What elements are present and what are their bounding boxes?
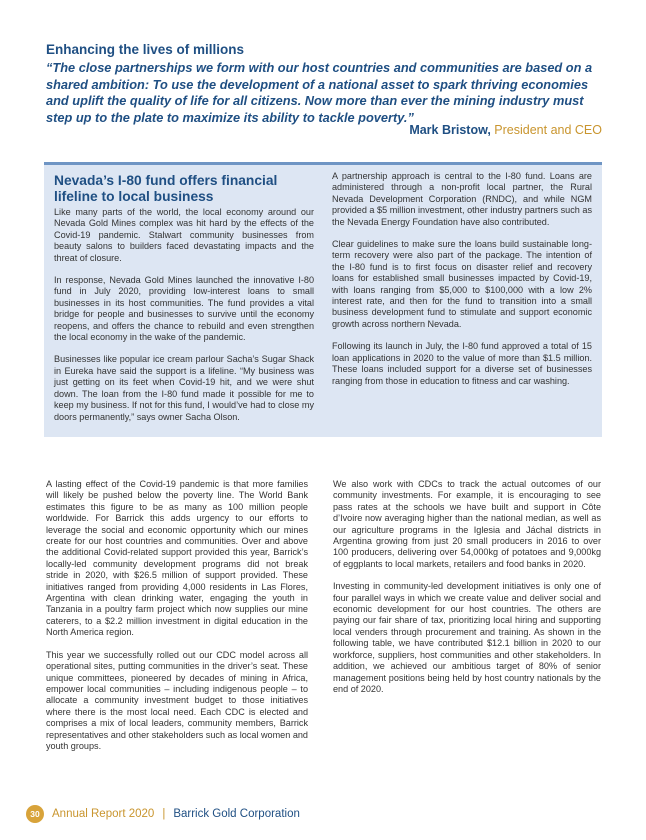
ceo-quote: “The close partnerships we form with our host countries and communities are based on a shared ambition: To use the development of a national asset to spark thriving economies and uplift the quality of life for all citizens. Now more than ever the mining industry must step up to the plate to maximize its ability to tackle poverty.”: [46, 60, 593, 125]
section-heading: Enhancing the lives of millions: [46, 42, 245, 57]
feature-panel: [44, 162, 602, 437]
body-left-column: [46, 479, 308, 763]
feature-paragraph: A partnership approach is central to the I-80 fund. Loans are administered through a non-profit local partner, the Rural Nevada Development Corporation (RNDC), and while NGM provided a $5 million investment, other industry partners such as the Nevada Energy Foundation have also contributed.: [332, 171, 592, 227]
footer-separator: |: [162, 808, 166, 820]
feature-paragraph: Businesses like popular ice cream parlour Sacha’s Sugar Shack in Eureka have said the support is a lifeline. “My business was just getting on its feet when Covid-19 hit, and we were shut down. The loan from the I-80 fund made it possible for me to keep my business. If not for this fund, I would’ve had to close my doors permanently,” says owner Sacha Olson.: [54, 354, 314, 422]
body-paragraph: We also work with CDCs to track the actual outcomes of our community investments. For example, it is encouraging to see pass rates at the schools we have built and support in Côte d’Ivoire now averaging higher than the national median, as well as our agriculture programs in the Iglesia and Jáchal districts in Argentina growing from just 20 small producers in 2016 to over 100 producers, delivering over 54,000kg of potatoes and 9,000kg of eggplants to local markets, retailers and food banks in 2020.: [333, 479, 601, 569]
footer-company-name: Barrick Gold Corporation: [173, 808, 300, 820]
body-right-column: [333, 479, 601, 706]
feature-left-column: [54, 207, 314, 434]
body-paragraph: This year we successfully rolled out our CDC model across all operational sites, putting communities in the driver’s seat. These unique committees, pioneered by decades of mining in Africa, empower local communities – including indigenous people – to allocate a community investment budget to those initiatives where there is the most local need. Each CDC is elected and comprises a mix of local leaders, community members, Barrick representatives and other stakeholders such as local women and youth groups.: [46, 649, 308, 751]
body-paragraph: Investing in community-led development initiatives is only one of four parallel ways in which we create value and deliver social and economic development for our host countries. The others are paying our fair share of tax, prioritizing local hiring and supporting local venders through procurement and training. As shown in the following table, we have contributed $12.1 billion in 2020 to our workforce, suppliers, host communities and other stakeholders. In addition, we achieved our ambitious target of 80% of senior management positions being held by host country nationals by the end of 2020.: [333, 581, 601, 694]
body-paragraph: A lasting effect of the Covid-19 pandemic is that more families will likely be pushed below the poverty line. The World Bank estimates this figure to be as many as 100 million people worldwide. For Barrick this adds urgency to our efforts to leverage the social and economic opportunity which our mines create for our host countries and communities. Over and above the additional Covid-related support provided this year, Barrick’s locally-led community development programs did not break stride in 2020, with $26.5 million of support provided. These initiatives ranged from providing 4,000 residents in Las Flores, Argentina with clean drinking water, engaging the youth in Tanzania in a poultry farm project which now supplies our mine caterers, to a $2.2 million investment in digital education in the North America region.: [46, 479, 308, 638]
page-number-badge: 30: [26, 805, 44, 823]
feature-title: Nevada’s I-80 fund offers financial lifeline to local business: [54, 173, 278, 204]
feature-paragraph: Clear guidelines to make sure the loans build sustainable long-term recovery were also part of the package. The intention of the I-80 fund is to first focus on disaster relief and recovery loans for established small businesses impacted by Covid-19, with loans ranging from $5,000 to $100,000 with a low 2% interest rate, and then for the fund to transition into a small business development fund to stimulate and support economic growth across northern Nevada.: [332, 239, 592, 329]
attribution-name: Mark Bristow,: [409, 123, 491, 137]
page-footer: [26, 805, 300, 823]
feature-right-column: [332, 171, 592, 398]
quote-attribution: [409, 123, 602, 137]
feature-paragraph: Like many parts of the world, the local economy around our Nevada Gold Mines complex was hit hard by the effects of the Covid-19 pandemic. Stalwart community businesses from beauty salons to builders faced devastating impacts and the threat of closure.: [54, 207, 314, 263]
attribution-title: President and CEO: [490, 123, 602, 137]
feature-paragraph: In response, Nevada Gold Mines launched the innovative I-80 fund in July 2020, providing low-interest loans to small businesses in its host communities. The fund provides a vital bridge for people and businesses to survive until the economy reopens, and offers the chance to rebuild and even strengthen the local economy in the wake of the pandemic.: [54, 275, 314, 343]
feature-paragraph: Following its launch in July, the I-80 fund approved a total of 15 loan applications in 2020 to the value of more than $1.5 million. These loans included support for a diverse set of businesses ranging from those in education to fitness and car washing.: [332, 341, 592, 386]
footer-report-title: Annual Report 2020: [52, 808, 155, 820]
